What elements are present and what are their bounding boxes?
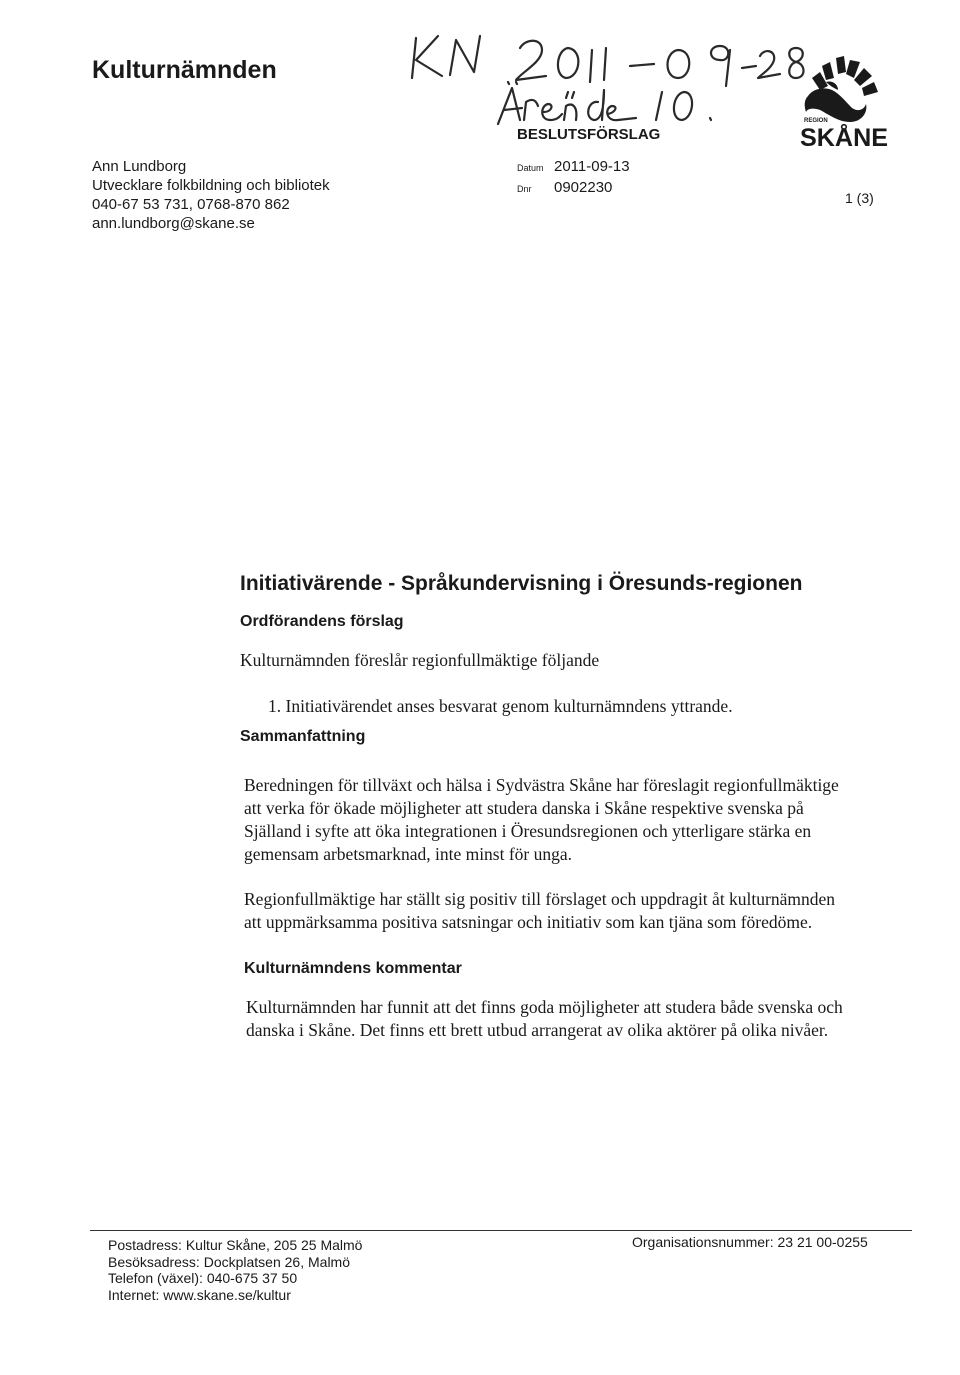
- comment-paragraph-1: Kulturnämnden har funnit att det finns goda möjligheter att studera både svenska och danska i Skåne. Det finns ett brett utbud arrangerat av olika aktörer på olika nivåer.: [246, 997, 843, 1040]
- logo-small-text: REGION: [804, 118, 828, 124]
- proposal-intro: Kulturnämnden föreslår regionfullmäktige följande: [240, 650, 600, 670]
- proposal-item: 1. Initiativärendet anses besvarat genom kulturnämndens yttrande.: [268, 696, 733, 716]
- sender-title: Utvecklare folkbildning och bibliotek: [92, 177, 330, 194]
- summary-paragraph-1: Beredningen för tillväxt och hälsa i Sydvästra Skåne har föreslagit regionfullmäktige att verka för ökade möjligheter att studera danska i Skåne respektive svenska på Själland i syfte att öka integrationen i Öresundsregionen och ytterligare stärka en gemensam arbetsmarknad, inte minst för unga.: [244, 775, 839, 864]
- footer-postal-address: Postadress: Kultur Skåne, 205 25 Malmö: [108, 1237, 363, 1253]
- date-label: Datum: [517, 163, 544, 173]
- section-heading-chairman-proposal: Ordförandens förslag: [240, 613, 404, 630]
- region-skane-logo: [782, 52, 890, 152]
- footer-website: Internet: www.skane.se/kultur: [108, 1286, 291, 1303]
- footer-visiting-address: Besöksadress: Dockplatsen 26, Malmö: [108, 1253, 350, 1270]
- date-value: 2011-09-13: [554, 158, 630, 175]
- summary-paragraph-2: Regionfullmäktige har ställt sig positiv till förslaget och uppdragit åt kulturnämnden att uppmärksamma positiva satsningar och initiativ som kan tjäna som föredöme.: [244, 889, 836, 932]
- section-heading-committee-comment: Kulturnämndens kommentar: [244, 960, 462, 977]
- organization-name: Kulturnämnden: [92, 56, 277, 84]
- footer-organization-number: Organisationsnummer: 23 21 00-0255: [632, 1234, 868, 1250]
- footer-phone: Telefon (växel): 040-675 37 50: [108, 1270, 298, 1286]
- handwriting-image: [408, 20, 808, 130]
- document-title: Initiativärende - Språkundervisning i Öresunds-regionen: [240, 572, 803, 595]
- logo-big-text: SKÅNE: [800, 124, 888, 152]
- document-type: BESLUTSFÖRSLAG: [517, 126, 661, 143]
- footer-divider: [90, 1230, 912, 1231]
- page-number: 1 (3): [845, 190, 874, 206]
- griffin-logo-icon: [782, 52, 890, 152]
- sender-email: ann.lundborg@skane.se: [92, 215, 255, 232]
- document-body: [240, 570, 850, 1042]
- date-row: [517, 157, 630, 178]
- section-heading-summary: Sammanfattning: [240, 728, 366, 745]
- reference-label: Dnr: [517, 184, 532, 194]
- sender-name: Ann Lundborg: [92, 158, 187, 175]
- footer-address-block: [108, 1237, 362, 1303]
- sender-contact-block: [92, 157, 330, 233]
- sender-phone: 040-67 53 731, 0768-870 862: [92, 196, 290, 213]
- document-metadata: [517, 157, 630, 199]
- reference-row: [517, 178, 630, 199]
- reference-value: 0902230: [554, 179, 613, 196]
- handwritten-stamp: [408, 20, 808, 130]
